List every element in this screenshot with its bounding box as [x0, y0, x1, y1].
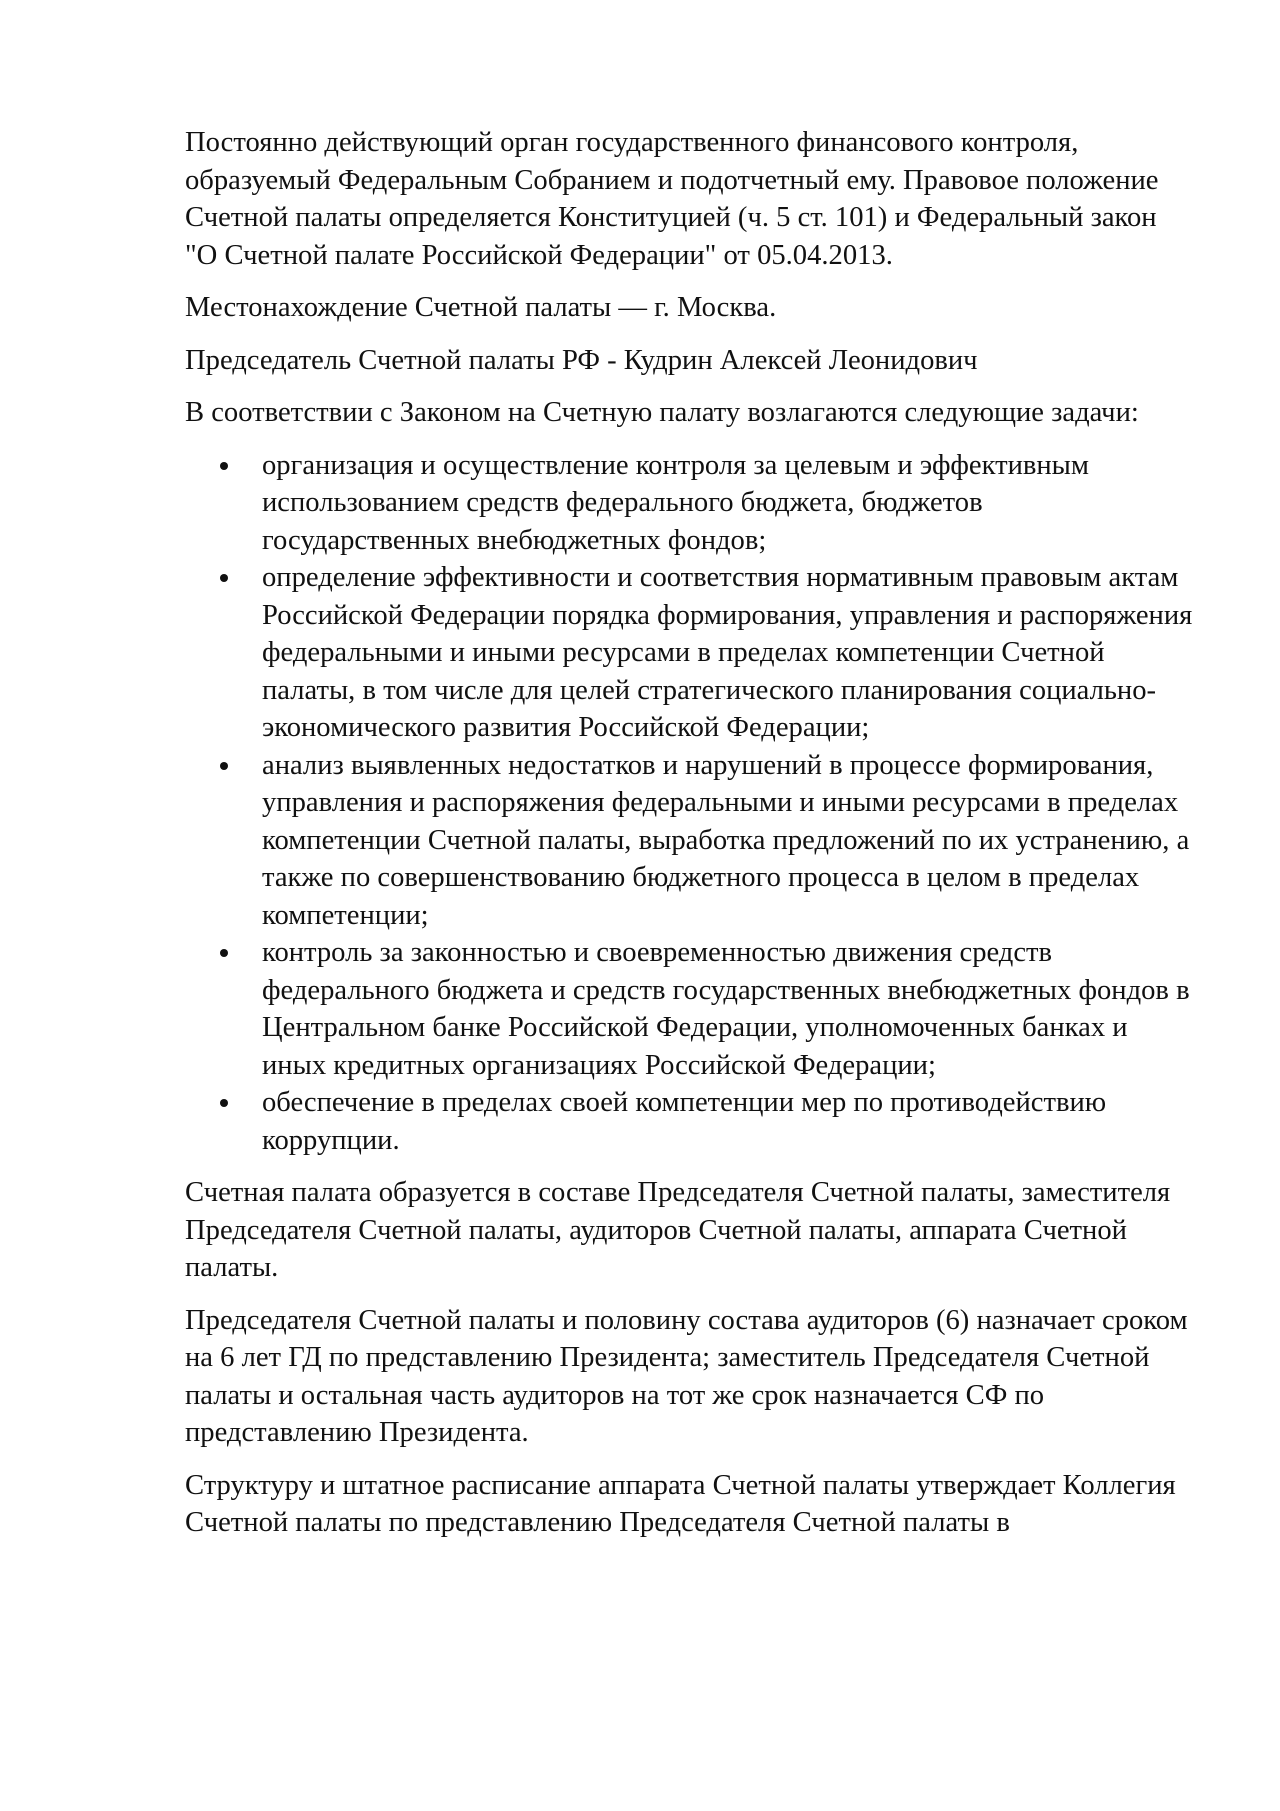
list-item-text: организация и осуществление контроля за целевым и эффективным использованием средств федерального бюджета, бюджетов государственных внебюджетных фондов; [262, 449, 1089, 556]
tasks-list [185, 447, 1195, 1160]
list-item-text: обеспечение в пределах своей компетенции мер по противодействию коррупции. [262, 1087, 1107, 1156]
list-item [262, 1084, 1195, 1159]
document-page [185, 124, 1195, 1557]
intro-paragraph: Постоянно действующий орган государственного финансового контроля, образуемый Федеральным Собранием и подотчетный ему. Правовое положение Счетной палаты определяется Конституцией (ч. 5 ст. 101) и Федеральный закон "О Счетной палате Российской Федерации" от 05.04.2013. [185, 127, 1159, 271]
list-item-text: контроль за законностью и своевременностью движения средств федерального бюджета и средств государственных внебюджетных фондов в Центральном банке Российской Федерации, уполномоченных банках и иных кредитных организациях Российской Федерации; [262, 937, 1190, 1081]
bullet-icon [220, 462, 228, 470]
structure-paragraph: Структуру и штатное расписание аппарата Счетной палаты утверждает Коллегия Счетной палаты по представлению Председателя Счетной палаты в [185, 1469, 1176, 1538]
bullet-icon [220, 1099, 228, 1107]
appointment-paragraph: Председателя Счетной палаты и половину состава аудиторов (6) назначает сроком на 6 лет ГД по представлению Президента; заместитель Председателя Счетной палаты и остальная часть аудиторов на тот же срок назначается СФ по представлению Президента. [185, 1304, 1188, 1448]
list-item [262, 934, 1195, 1084]
tasks-intro-paragraph: В соответствии с Законом на Счетную палату возлагаются следующие задачи: [185, 397, 1139, 428]
list-item [262, 747, 1195, 935]
list-item-text: анализ выявленных недостатков и нарушений в процессе формирования, управления и распоряжения федеральными и иными ресурсами в пределах компетенции Счетной палаты, выработка предложений по их устранению, а также по совершенствованию бюджетного процесса в целом в пределах компетенции; [262, 749, 1190, 931]
bullet-icon [220, 762, 228, 770]
bullet-icon [220, 949, 228, 957]
list-item [262, 447, 1195, 560]
list-item-text: определение эффективности и соответствия нормативным правовым актам Российской Федерации порядка формирования, управления и распоряжения федеральными и иными ресурсами в пределах компетенции Счетной палаты, в том числе для целей стратегического планирования социально-экономического развития Российской Федерации; [262, 562, 1193, 743]
chairman-paragraph: Председатель Счетной палаты РФ - Кудрин Алексей Леонидович [185, 344, 978, 376]
bullet-icon [220, 574, 228, 582]
composition-paragraph: Счетная палата образуется в составе Председателя Счетной палаты, заместителя Председателя Счетной палаты, аудиторов Счетной палаты, аппарата Счетной палаты. [185, 1177, 1171, 1283]
location-paragraph: Местонахождение Счетной палаты — г. Москва. [185, 292, 777, 323]
list-item [262, 559, 1195, 747]
